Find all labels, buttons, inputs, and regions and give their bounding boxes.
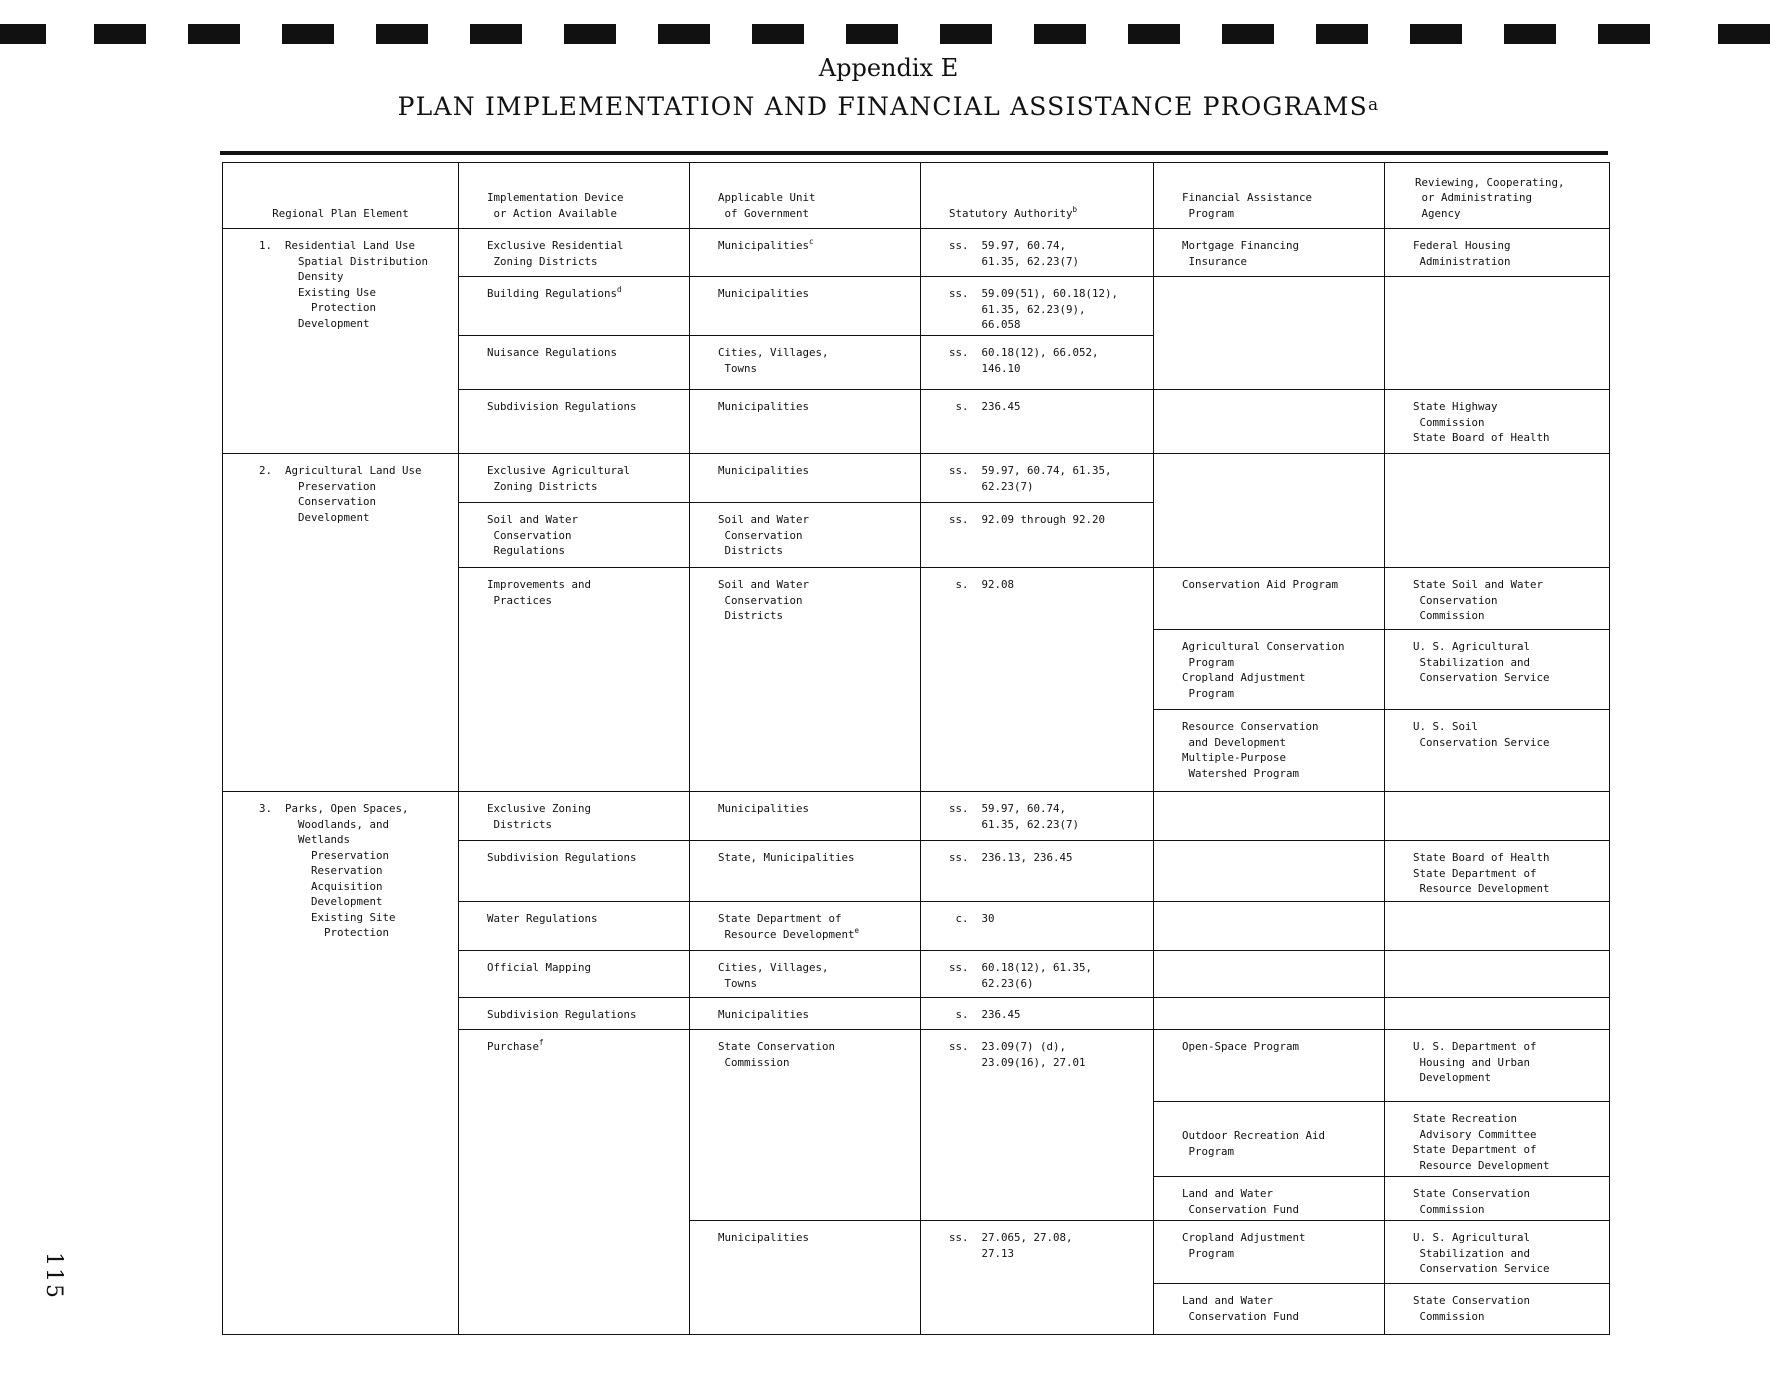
binder-punch-mark bbox=[846, 24, 898, 44]
unit-cell bbox=[690, 229, 921, 277]
program-cell bbox=[1154, 841, 1385, 902]
binder-punch-mark bbox=[1410, 24, 1462, 44]
page-title bbox=[0, 92, 1777, 121]
binder-punch-mark bbox=[1598, 24, 1650, 44]
binder-punch-mark bbox=[94, 24, 146, 44]
program-cell: Mortgage Financing Insurance bbox=[1154, 229, 1385, 277]
device-cell: Subdivision Regulations bbox=[459, 998, 690, 1030]
table-header-row bbox=[223, 163, 1610, 229]
program-cell bbox=[1154, 902, 1385, 951]
authority-cell: ss. 59.97, 60.74, 61.35, 62.23(7) bbox=[921, 229, 1154, 277]
program-cell bbox=[1154, 792, 1385, 841]
authority-cell: s. 236.45 bbox=[921, 998, 1154, 1030]
authority-cell: c. 30 bbox=[921, 902, 1154, 951]
appendix-label: Appendix E bbox=[818, 54, 959, 82]
binder-punch-mark bbox=[1316, 24, 1368, 44]
unit-cell: Municipalities bbox=[690, 454, 921, 503]
binder-punch-mark bbox=[1128, 24, 1180, 44]
agency-cell bbox=[1385, 998, 1610, 1030]
table-row bbox=[223, 229, 1610, 277]
unit-cell: Municipalities bbox=[690, 998, 921, 1030]
agency-cell bbox=[1385, 454, 1610, 568]
program-cell: Land and Water Conservation Fund bbox=[1154, 1177, 1385, 1221]
program-cell: Cropland Adjustment Program bbox=[1154, 1221, 1385, 1284]
header-agency: Reviewing, Cooperating, or Administrating Agency bbox=[1385, 163, 1610, 229]
header-applicable-unit: Applicable Unit of Government bbox=[690, 163, 921, 229]
binder-punch-mark bbox=[470, 24, 522, 44]
plan-element-parks: 3. Parks, Open Spaces, Woodlands, and Wetlands Preservation Reservation Acquisition Development Existing Site Protection bbox=[223, 792, 459, 1335]
agency-cell: State Board of Health State Department of Resource Development bbox=[1385, 841, 1610, 902]
agency-cell: U. S. Department of Housing and Urban Development bbox=[1385, 1030, 1610, 1102]
unit-text: State Department of Resource Development bbox=[718, 912, 855, 941]
program-cell bbox=[1154, 277, 1385, 390]
authority-cell: ss. 60.18(12), 66.052, 146.10 bbox=[921, 336, 1154, 390]
authority-cell: ss. 59.97, 60.74, 61.35, 62.23(7) bbox=[921, 792, 1154, 841]
binder-punch-mark bbox=[1718, 24, 1770, 44]
unit-cell: State, Municipalities bbox=[690, 841, 921, 902]
program-cell: Conservation Aid Program bbox=[1154, 568, 1385, 630]
binder-punch-mark bbox=[188, 24, 240, 44]
footnote-marker: d bbox=[617, 285, 622, 294]
binder-punch-mark bbox=[1034, 24, 1086, 44]
program-cell: Outdoor Recreation Aid Program bbox=[1154, 1102, 1385, 1177]
device-text: Purchase bbox=[487, 1040, 540, 1053]
device-cell: Official Mapping bbox=[459, 951, 690, 998]
device-cell: Exclusive Residential Zoning Districts bbox=[459, 229, 690, 277]
binder-punch-mark bbox=[940, 24, 992, 44]
footnote-marker: f bbox=[539, 1038, 544, 1047]
footnote-marker: e bbox=[854, 925, 860, 935]
unit-cell: Soil and Water Conservation Districts bbox=[690, 568, 921, 792]
binder-punch-mark bbox=[1504, 24, 1556, 44]
unit-cell bbox=[690, 902, 921, 951]
page-number: 115 bbox=[41, 1252, 66, 1300]
footnote-marker: c bbox=[809, 237, 814, 246]
device-cell: Subdivision Regulations bbox=[459, 390, 690, 454]
device-cell: Exclusive Agricultural Zoning Districts bbox=[459, 454, 690, 503]
agency-cell: Federal Housing Administration bbox=[1385, 229, 1610, 277]
program-cell bbox=[1154, 454, 1385, 568]
unit-text: Municipalities bbox=[718, 239, 810, 252]
program-cell bbox=[1154, 390, 1385, 454]
device-cell bbox=[459, 277, 690, 336]
agency-cell: State Recreation Advisory Committee State Department of Resource Development bbox=[1385, 1102, 1610, 1177]
program-cell: Agricultural Conservation Program Cropland Adjustment Program bbox=[1154, 630, 1385, 710]
footnote-marker: b bbox=[1072, 204, 1078, 214]
table-row bbox=[223, 792, 1610, 841]
binder-punch-mark bbox=[658, 24, 710, 44]
unit-cell: Municipalities bbox=[690, 390, 921, 454]
device-cell: Water Regulations bbox=[459, 902, 690, 951]
program-cell: Open-Space Program bbox=[1154, 1030, 1385, 1102]
agency-cell: U. S. Agricultural Stabilization and Conservation Service bbox=[1385, 630, 1610, 710]
header-statutory-authority bbox=[921, 163, 1154, 229]
header-statutory-authority-text: Statutory Authority bbox=[949, 206, 1073, 220]
table-row bbox=[223, 454, 1610, 503]
plan-element-residential: 1. Residential Land Use Spatial Distribution Density Existing Use Protection Development bbox=[223, 229, 459, 454]
agency-cell bbox=[1385, 902, 1610, 951]
header-implementation-device: Implementation Device or Action Available bbox=[459, 163, 690, 229]
agency-cell: State Highway Commission State Board of Health bbox=[1385, 390, 1610, 454]
device-text: Building Regulations bbox=[487, 287, 618, 300]
authority-cell: s. 236.45 bbox=[921, 390, 1154, 454]
title-rule bbox=[220, 151, 1608, 155]
device-cell: Subdivision Regulations bbox=[459, 841, 690, 902]
plan-element-agricultural: 2. Agricultural Land Use Preservation Conservation Development bbox=[223, 454, 459, 792]
authority-cell: ss. 59.97, 60.74, 61.35, 62.23(7) bbox=[921, 454, 1154, 503]
binder-punch-mark bbox=[282, 24, 334, 44]
authority-cell: ss. 27.065, 27.08, 27.13 bbox=[921, 1221, 1154, 1335]
unit-cell: Soil and Water Conservation Districts bbox=[690, 503, 921, 568]
binder-punch-mark bbox=[0, 24, 46, 44]
authority-cell: s. 92.08 bbox=[921, 568, 1154, 792]
authority-cell: ss. 59.09(51), 60.18(12), 61.35, 62.23(9), 66.058 bbox=[921, 277, 1154, 336]
unit-cell: Cities, Villages, Towns bbox=[690, 951, 921, 998]
device-cell: Exclusive Zoning Districts bbox=[459, 792, 690, 841]
agency-cell: State Soil and Water Conservation Commission bbox=[1385, 568, 1610, 630]
binder-punch-mark bbox=[1222, 24, 1274, 44]
program-cell bbox=[1154, 998, 1385, 1030]
header-financial-assistance-program: Financial Assistance Program bbox=[1154, 163, 1385, 229]
header-regional-plan-element: Regional Plan Element bbox=[223, 163, 459, 229]
unit-cell: State Conservation Commission bbox=[690, 1030, 921, 1221]
authority-cell: ss. 23.09(7) (d), 23.09(16), 27.01 bbox=[921, 1030, 1154, 1221]
authority-cell: ss. 92.09 through 92.20 bbox=[921, 503, 1154, 568]
program-cell: Land and Water Conservation Fund bbox=[1154, 1284, 1385, 1335]
agency-cell: State Conservation Commission bbox=[1385, 1177, 1610, 1221]
programs-table bbox=[222, 162, 1610, 1335]
unit-cell: Municipalities bbox=[690, 277, 921, 336]
agency-cell bbox=[1385, 792, 1610, 841]
agency-cell: U. S. Soil Conservation Service bbox=[1385, 710, 1610, 792]
program-cell: Resource Conservation and Development Multiple-Purpose Watershed Program bbox=[1154, 710, 1385, 792]
unit-cell: Cities, Villages, Towns bbox=[690, 336, 921, 390]
binder-punch-mark bbox=[752, 24, 804, 44]
agency-cell bbox=[1385, 277, 1610, 390]
binder-punch-mark bbox=[376, 24, 428, 44]
program-cell bbox=[1154, 951, 1385, 998]
device-cell: Improvements and Practices bbox=[459, 568, 690, 792]
device-cell: Soil and Water Conservation Regulations bbox=[459, 503, 690, 568]
agency-cell: State Conservation Commission bbox=[1385, 1284, 1610, 1335]
unit-cell: Municipalities bbox=[690, 792, 921, 841]
page-title-text: PLAN IMPLEMENTATION AND FINANCIAL ASSISTANCE PROGRAMS bbox=[397, 92, 1368, 121]
agency-cell bbox=[1385, 951, 1610, 998]
device-cell: Nuisance Regulations bbox=[459, 336, 690, 390]
unit-cell: Municipalities bbox=[690, 1221, 921, 1335]
title-footnote-marker: a bbox=[1367, 95, 1380, 115]
binder-punch-mark bbox=[564, 24, 616, 44]
device-cell bbox=[459, 1030, 690, 1335]
authority-cell: ss. 60.18(12), 61.35, 62.23(6) bbox=[921, 951, 1154, 998]
authority-cell: ss. 236.13, 236.45 bbox=[921, 841, 1154, 902]
agency-cell: U. S. Agricultural Stabilization and Conservation Service bbox=[1385, 1221, 1610, 1284]
